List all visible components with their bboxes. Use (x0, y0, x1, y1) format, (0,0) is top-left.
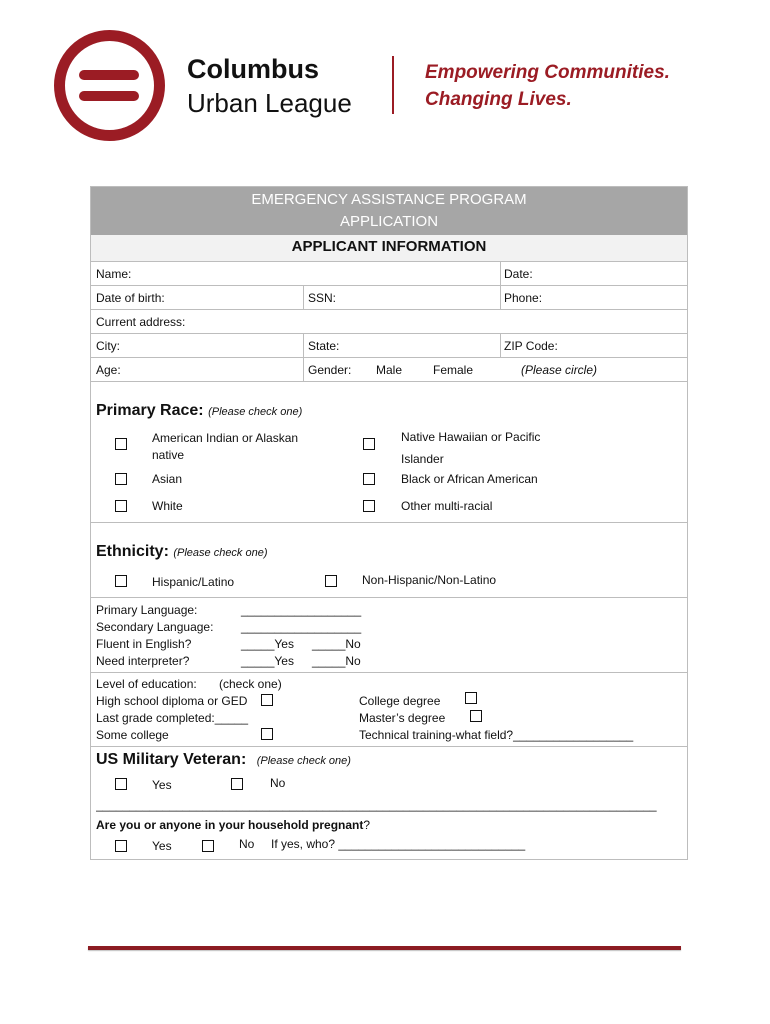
header-divider (392, 56, 394, 114)
technical-training-field[interactable]: Technical training-what field?__________________ (359, 728, 634, 742)
divider (303, 333, 304, 381)
military-no-checkbox[interactable] (231, 778, 243, 790)
zip-label[interactable]: ZIP Code: (504, 339, 558, 353)
phone-label[interactable]: Phone: (504, 291, 543, 305)
ethnicity-non-hispanic-label: Non-Hispanic/Non-Latino (362, 573, 497, 587)
divider (90, 357, 688, 358)
pregnant-no-checkbox[interactable] (202, 840, 214, 852)
education-level-label: Level of education: (96, 677, 197, 691)
divider (90, 597, 688, 598)
some-college-checkbox[interactable] (261, 728, 273, 740)
gender-female-option[interactable]: Female (433, 363, 474, 377)
divider (303, 285, 304, 309)
race-hawaiian-label: Native Hawaiian or Pacific Islander (401, 430, 541, 466)
military-title: US Military Veteran: (96, 751, 247, 768)
fluent-no-blank[interactable]: _____No (312, 637, 361, 651)
divider (500, 261, 501, 309)
race-hint: (Please check one) (208, 406, 303, 418)
divider (90, 672, 688, 673)
gender-label: Gender: (308, 363, 352, 377)
race-title: Primary Race: (96, 402, 204, 419)
some-college-label: Some college (96, 728, 169, 742)
tagline-line1: Empowering Communities. (425, 62, 670, 83)
race-american-indian-label: American Indian or Alaskan native (152, 431, 299, 462)
divider (90, 522, 688, 523)
org-logo (52, 28, 167, 143)
primary-language-label: Primary Language: (96, 603, 198, 617)
ethnicity-heading (96, 543, 268, 561)
name-label[interactable]: Name: (96, 267, 132, 281)
pregnant-yes-checkbox[interactable] (115, 840, 127, 852)
tagline-line2: Changing Lives. (425, 89, 572, 110)
race-asian-checkbox[interactable] (115, 473, 127, 485)
ethnicity-title: Ethnicity: (96, 543, 169, 560)
separator-rule: ____________________________________________________________________________________ (96, 798, 657, 812)
divider (90, 261, 688, 262)
interpreter-label: Need interpreter? (96, 654, 190, 668)
race-heading (96, 402, 302, 420)
ethnicity-hint: (Please check one) (173, 547, 268, 559)
pregnant-who-field[interactable]: If yes, who? ____________________________ (271, 837, 526, 851)
ethnicity-non-hispanic-checkbox[interactable] (325, 575, 337, 587)
last-grade-field[interactable]: Last grade completed:_____ (96, 711, 249, 725)
college-degree-label: College degree (359, 694, 441, 708)
race-black-label: Black or African American (401, 472, 538, 486)
primary-language-blank[interactable]: __________________ (241, 603, 362, 617)
military-yes-label: Yes (152, 778, 172, 792)
race-white-label: White (152, 499, 183, 513)
race-other-label: Other multi-racial (401, 499, 493, 513)
divider (90, 309, 688, 310)
military-yes-checkbox[interactable] (115, 778, 127, 790)
dob-label[interactable]: Date of birth: (96, 291, 165, 305)
masters-degree-checkbox[interactable] (470, 710, 482, 722)
military-hint: (Please check one) (256, 755, 351, 767)
secondary-language-blank[interactable]: __________________ (241, 620, 362, 634)
education-check-one: (check one) (219, 677, 282, 691)
date-label[interactable]: Date: (504, 267, 533, 281)
divider (90, 333, 688, 334)
interpreter-no-blank[interactable]: _____No (312, 654, 361, 668)
form-title-line2: APPLICATION (339, 213, 439, 230)
pregnant-question: Are you or anyone in your household pregnant? (96, 818, 371, 832)
ethnicity-hispanic-label: Hispanic/Latino (152, 575, 235, 589)
high-school-label: High school diploma or GED (96, 694, 248, 708)
race-white-checkbox[interactable] (115, 500, 127, 512)
org-name-line2: Urban League (187, 88, 352, 118)
pregnant-no-label: No (239, 837, 255, 851)
military-no-label: No (270, 776, 286, 790)
please-circle-hint: (Please circle) (521, 363, 598, 377)
military-heading (96, 751, 351, 769)
divider (90, 746, 688, 747)
divider (500, 333, 501, 357)
org-name-line1: Columbus (187, 54, 319, 84)
form-title-line1: EMERGENCY ASSISTANCE PROGRAM (251, 191, 527, 208)
high-school-checkbox[interactable] (261, 694, 273, 706)
race-asian-label: Asian (152, 472, 183, 486)
pregnant-yes-label: Yes (152, 839, 172, 853)
race-other-checkbox[interactable] (363, 500, 375, 512)
age-label[interactable]: Age: (96, 363, 121, 377)
gender-male-option[interactable]: Male (376, 363, 403, 377)
fluent-english-label: Fluent in English? (96, 637, 192, 651)
divider (90, 285, 688, 286)
section-heading: APPLICANT INFORMATION (291, 238, 487, 255)
state-label[interactable]: State: (308, 339, 340, 353)
secondary-language-label: Secondary Language: (96, 620, 214, 634)
ethnicity-hispanic-checkbox[interactable] (115, 575, 127, 587)
race-hawaiian-checkbox[interactable] (363, 438, 375, 450)
race-american-indian-checkbox[interactable] (115, 438, 127, 450)
interpreter-yes-blank[interactable]: _____Yes (241, 654, 294, 668)
masters-degree-label: Master’s degree (359, 711, 446, 725)
city-label[interactable]: City: (96, 339, 120, 353)
divider (90, 381, 688, 382)
footer-rule (88, 946, 681, 950)
college-degree-checkbox[interactable] (465, 692, 477, 704)
ssn-label[interactable]: SSN: (308, 291, 337, 305)
fluent-yes-blank[interactable]: _____Yes (241, 637, 294, 651)
address-label[interactable]: Current address: (96, 315, 186, 329)
race-black-checkbox[interactable] (363, 473, 375, 485)
